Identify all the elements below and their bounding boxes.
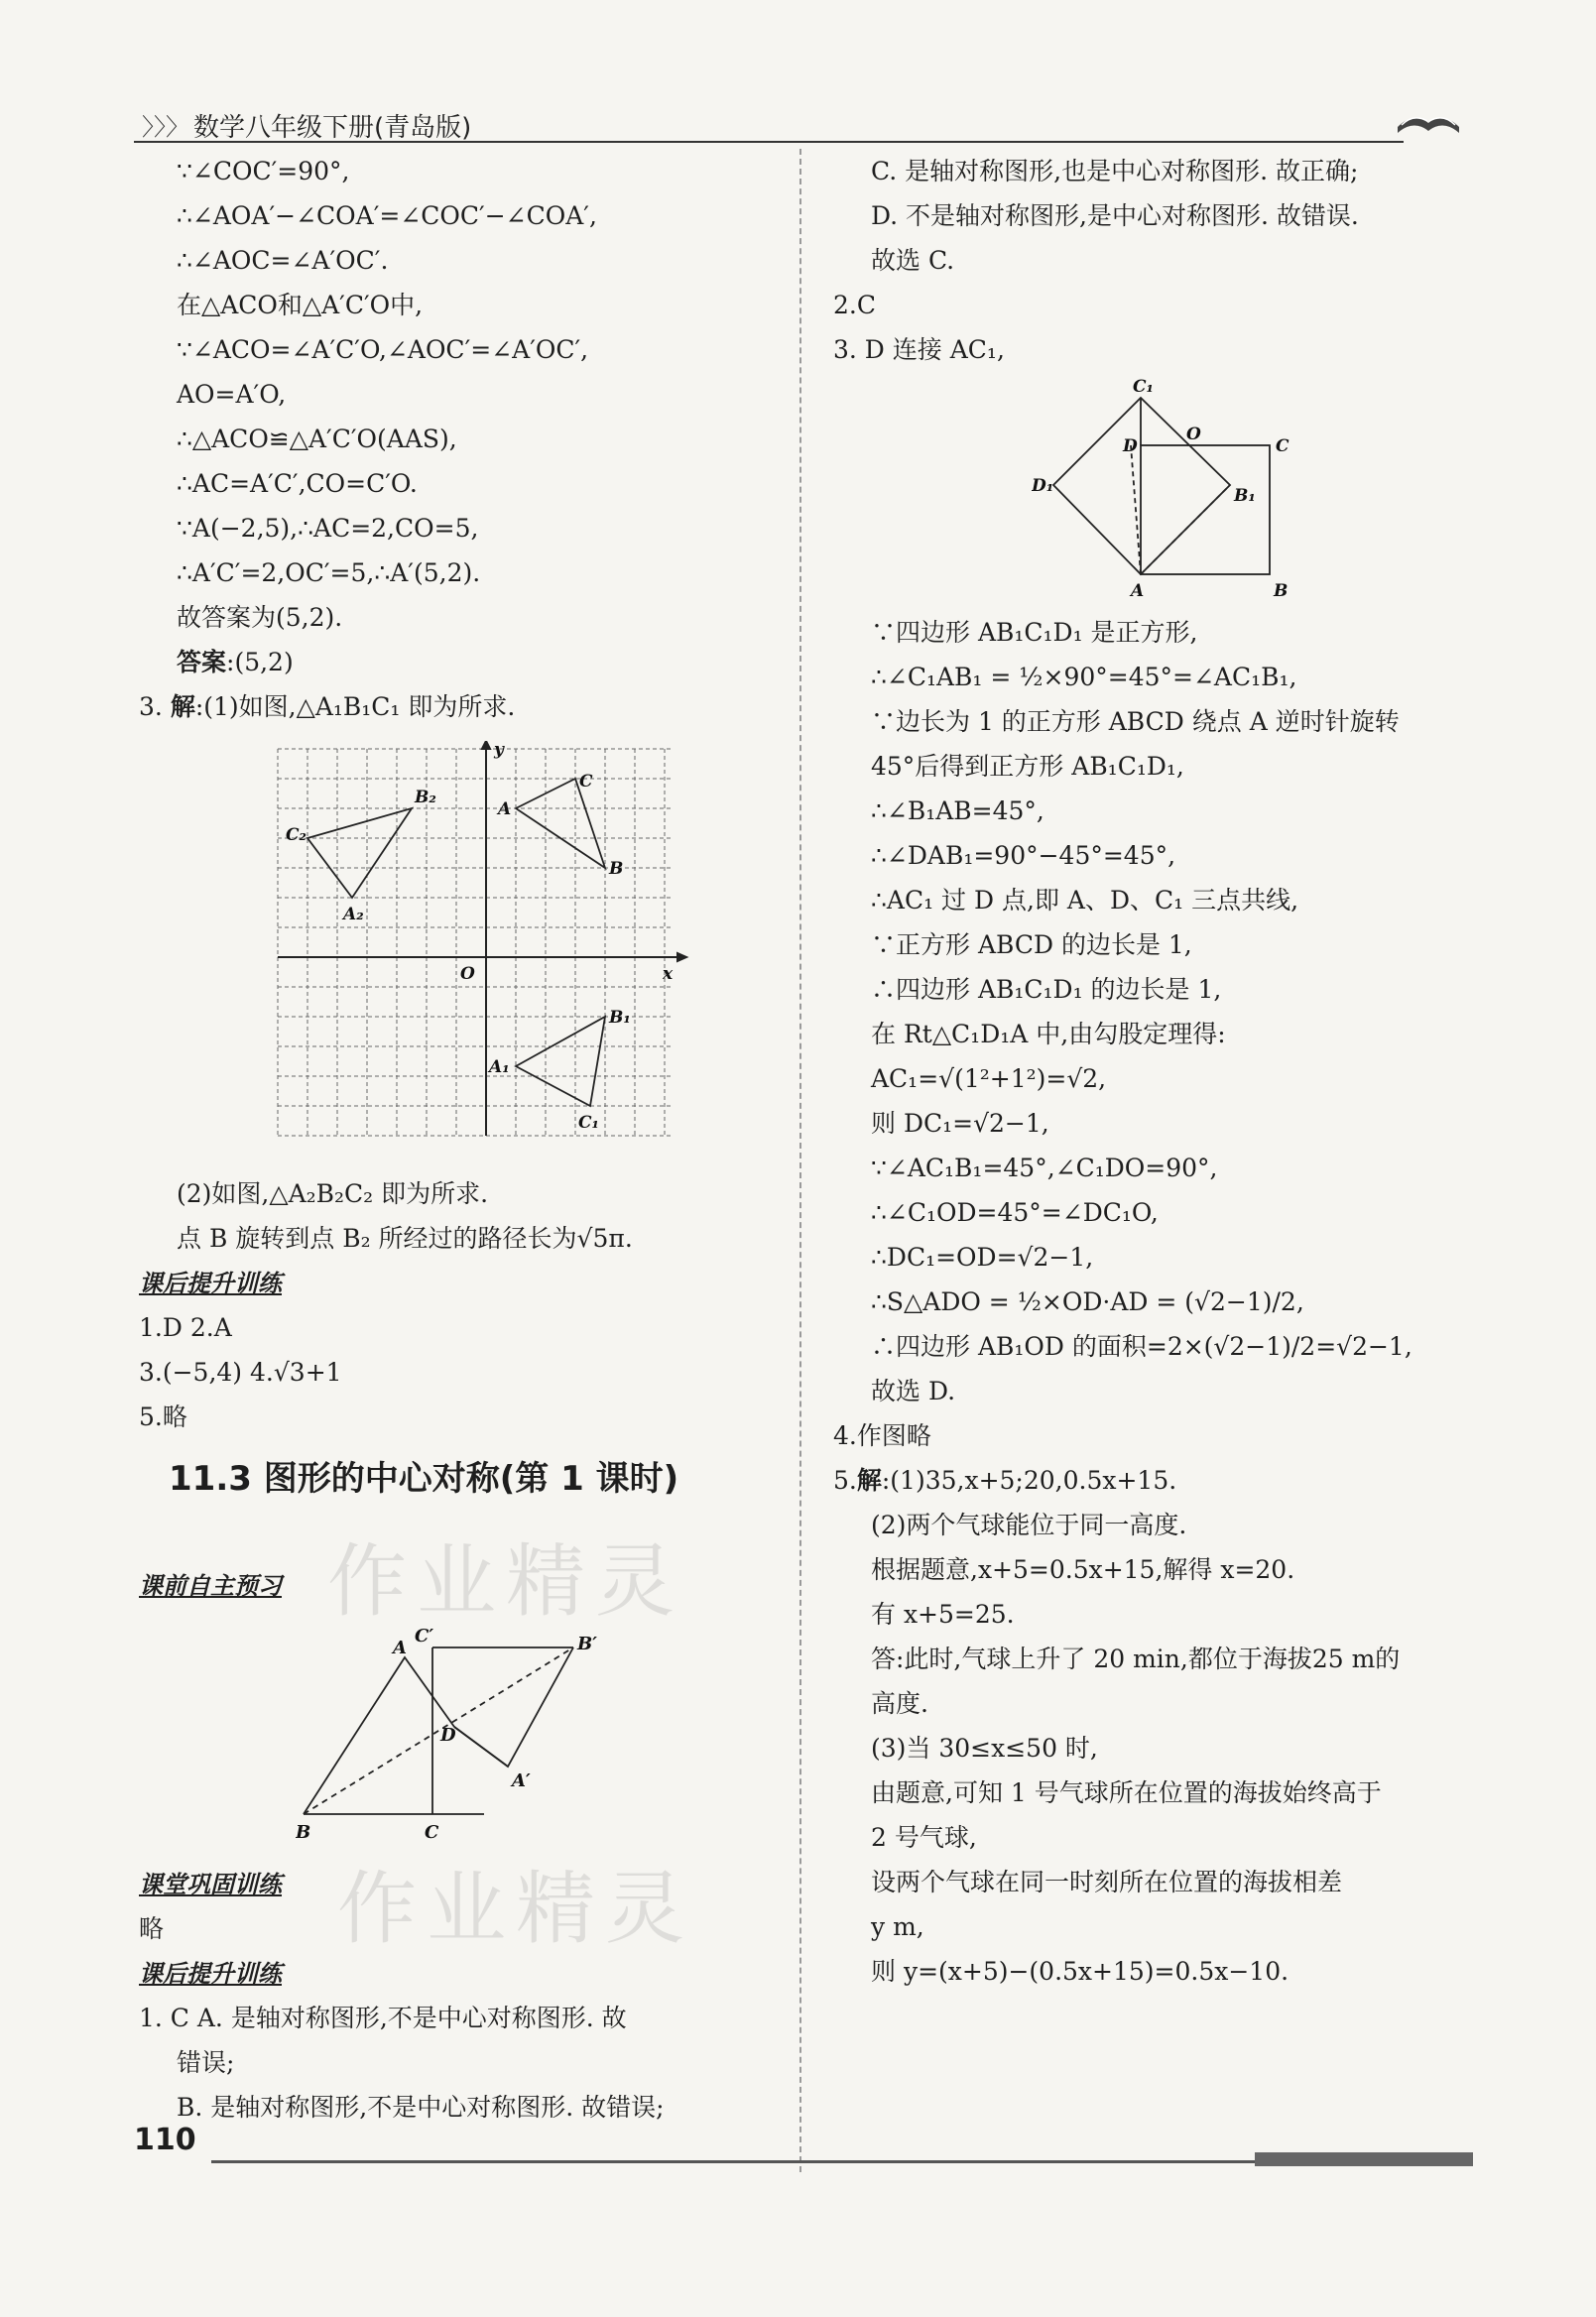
- text-line: ∴△ACO≌△A′C′O(AAS),: [177, 425, 457, 453]
- text-line: C. 是轴对称图形,也是中心对称图形. 故正确;: [871, 157, 1359, 185]
- point-a2-label: A₂: [343, 905, 364, 924]
- q3-text: :(1)如图,△A₁B₁C₁ 即为所求.: [194, 692, 516, 721]
- chapter-title: 11.3 图形的中心对称(第 1 课时): [169, 1459, 679, 1499]
- text-line: 设两个气球在同一时刻所在位置的海拔相差: [871, 1868, 1343, 1896]
- grid-labels: [286, 741, 674, 1133]
- text-line: y m,: [871, 1912, 924, 1941]
- section-heading: 课前自主预习: [139, 1572, 282, 1600]
- label-c: C: [425, 1822, 439, 1843]
- answer-line: [177, 640, 792, 684]
- header-rule: [134, 141, 1404, 143]
- point-b2-label: B₂: [415, 788, 436, 807]
- q5-line: [833, 1458, 1468, 1503]
- spacer: [177, 1519, 792, 1563]
- figure-labels: [296, 1626, 597, 1843]
- text-line: ∴四边形 AB₁OD 的面积=2×(√2−1)/2=√2−1,: [871, 1332, 1412, 1361]
- text-line: (2)两个气球能位于同一高度.: [871, 1511, 1187, 1539]
- label-o: O: [1186, 425, 1201, 444]
- page-header: [134, 103, 1463, 149]
- text-line: (2)如图,△A₂B₂C₂ 即为所求.: [177, 1179, 489, 1208]
- text-line: ∴A′C′=2,OC′=5,∴A′(5,2).: [177, 558, 481, 587]
- text-line: ∴∠B₁AB=45°,: [871, 796, 1044, 825]
- text-line: ∴S△ADO = ½×OD·AD = (√2−1)/2,: [871, 1287, 1304, 1316]
- point-a-label: A: [498, 799, 512, 819]
- q3-label: 解: [170, 692, 195, 721]
- section-heading: 课堂巩固训练: [139, 1871, 282, 1898]
- header-title: 数学八年级下册(青岛版): [193, 113, 472, 143]
- label-b-prime: B′: [577, 1634, 597, 1654]
- text-line: ∴四边形 AB₁C₁D₁ 的边长是 1,: [871, 975, 1222, 1004]
- label-a-prime: A′: [512, 1770, 531, 1791]
- section-heading: 课后提升训练: [139, 1270, 282, 1297]
- text-line: AO=A′O,: [177, 380, 287, 409]
- text-line: ∴∠DAB₁=90°−45°=45°,: [871, 841, 1176, 870]
- text-line: ∵∠ACO=∠A′C′O,∠AOC′=∠A′OC′,: [177, 335, 589, 364]
- text-line: 故选 C.: [871, 246, 955, 275]
- label-b: B: [296, 1822, 311, 1843]
- square-labels: [1032, 377, 1289, 601]
- text-line: 5.略: [139, 1402, 187, 1431]
- label-c1: C₁: [1133, 377, 1154, 397]
- text-line: 在 Rt△C₁D₁A 中,由勾股定理得:: [871, 1020, 1226, 1048]
- text-line: 则 y=(x+5)−(0.5x+15)=0.5x−10.: [871, 1957, 1289, 1986]
- coordinate-grid: [276, 741, 692, 1158]
- label-c-prime: C′: [415, 1626, 434, 1646]
- text-line: ∴∠AOC=∠A′OC′.: [177, 246, 389, 275]
- q5-label: 解: [856, 1466, 882, 1495]
- left-column: [139, 149, 792, 2130]
- text-line: 2 号气球,: [871, 1823, 977, 1852]
- label-b1: B₁: [1234, 486, 1256, 506]
- text-line: ∴AC₁ 过 D 点,即 A、D、C₁ 三点共线,: [871, 886, 1299, 915]
- q5-number: 5.: [833, 1466, 857, 1495]
- text-line: 由题意,可知 1 号气球所在位置的海拔始终高于: [871, 1778, 1382, 1807]
- label-c: C: [1276, 436, 1289, 456]
- label-d: D: [1123, 436, 1138, 456]
- text-line: 有 x+5=25.: [871, 1600, 1015, 1629]
- x-axis-label: x: [663, 964, 674, 984]
- rotated-square-figure: [1032, 376, 1289, 604]
- text-line: D. 不是轴对称图形,是中心对称图形. 故错误.: [871, 201, 1359, 230]
- text-line: ∴∠C₁AB₁ = ½×90°=45°=∠AC₁B₁,: [871, 663, 1297, 691]
- text-line: 答:此时,气球上升了 20 min,都位于海拔25 m的: [871, 1645, 1401, 1673]
- label-d: D: [440, 1725, 456, 1746]
- coordinate-grid-figure: [276, 741, 692, 1158]
- grid-lines: [278, 749, 673, 1136]
- text-line: ∵A(−2,5),∴AC=2,CO=5,: [177, 514, 479, 543]
- text-line: 1. C A. 是轴对称图形,不是中心对称图形. 故: [139, 2004, 627, 2032]
- text-line: ∵边长为 1 的正方形 ABCD 绕点 A 逆时针旋转: [871, 707, 1400, 736]
- text-line: ∴∠AOA′−∠COA′=∠COC′−∠COA′,: [177, 201, 597, 230]
- answer-value: :(5,2): [226, 648, 294, 676]
- text-line: 45°后得到正方形 AB₁C₁D₁,: [871, 752, 1184, 781]
- origin-label: O: [460, 964, 475, 984]
- text-line: 1.D 2.A: [139, 1313, 232, 1342]
- point-b1-label: B₁: [609, 1008, 631, 1028]
- section-heading: 课后提升训练: [139, 1960, 282, 1988]
- text-line: ∵正方形 ABCD 的边长是 1,: [871, 930, 1192, 959]
- label-a: A: [1131, 581, 1145, 601]
- central-symmetry-figure: [296, 1618, 633, 1856]
- label-d1: D₁: [1032, 476, 1054, 496]
- text-line: 4.作图略: [833, 1421, 931, 1450]
- text-line: B. 是轴对称图形,不是中心对称图形. 故错误;: [177, 2093, 665, 2122]
- text-line: 在△ACO和△A′C′O中,: [177, 291, 424, 319]
- point-c2-label: C₂: [286, 825, 307, 845]
- column-divider: [799, 149, 801, 2172]
- text-line: ∴DC₁=OD=√2−1,: [871, 1243, 1094, 1272]
- rhombus-diagram: [296, 1618, 633, 1856]
- footer-bar: [1255, 2152, 1473, 2166]
- q3-number: 3.: [139, 692, 163, 721]
- header-chevrons: 〉〉〉: [142, 113, 189, 141]
- label-a: A: [393, 1638, 407, 1658]
- text-line: 故选 D.: [871, 1377, 956, 1405]
- q3-line: [139, 684, 792, 729]
- book-icon: [1394, 97, 1463, 141]
- point-c1-label: C₁: [578, 1113, 599, 1133]
- q5-text: :(1)35,x+5;20,0.5x+15.: [881, 1466, 1177, 1495]
- text-line: 略: [139, 1914, 165, 1943]
- right-column: [833, 149, 1468, 1994]
- point-a1-label: A₁: [489, 1057, 510, 1077]
- watermark: 作业精灵: [337, 1863, 694, 1955]
- text-line: ∵∠AC₁B₁=45°,∠C₁DO=90°,: [871, 1154, 1218, 1182]
- answer-label: 答案: [177, 648, 227, 676]
- text-line: ∴∠C₁OD=45°=∠DC₁O,: [871, 1198, 1159, 1227]
- page-footer: [134, 2123, 1473, 2172]
- text-line: (3)当 30≤x≤50 时,: [871, 1734, 1098, 1763]
- text-line: ∵四边形 AB₁C₁D₁ 是正方形,: [871, 618, 1198, 647]
- text-line: 点 B 旋转到点 B₂ 所经过的路径长为√5π.: [177, 1224, 633, 1253]
- figure-lines: [304, 1647, 573, 1814]
- text-line: 根据题意,x+5=0.5x+15,解得 x=20.: [871, 1555, 1295, 1584]
- text-line: 3. D 连接 AC₁,: [833, 335, 1005, 364]
- square-diagram: [1032, 376, 1289, 604]
- text-line: 错误;: [177, 2048, 235, 2077]
- point-b-label: B: [609, 859, 624, 879]
- watermark: 作业精灵: [327, 1535, 684, 1628]
- text-line: 3.(−5,4) 4.√3+1: [139, 1358, 342, 1387]
- text-line: ∴AC=A′C′,CO=C′O.: [177, 469, 418, 498]
- text-line: ∵∠COC′=90°,: [177, 157, 350, 185]
- text-line: 高度.: [871, 1689, 928, 1718]
- label-b: B: [1274, 581, 1289, 601]
- page-number: 110: [134, 2123, 196, 2157]
- text-line: 故答案为(5,2).: [177, 603, 343, 632]
- text-line: 2.C: [833, 291, 876, 319]
- text-line: AC₁=√(1²+1²)=√2,: [871, 1064, 1107, 1093]
- point-c-label: C: [579, 772, 593, 792]
- y-axis-label: y: [494, 741, 504, 760]
- text-line: 则 DC₁=√2−1,: [871, 1109, 1049, 1138]
